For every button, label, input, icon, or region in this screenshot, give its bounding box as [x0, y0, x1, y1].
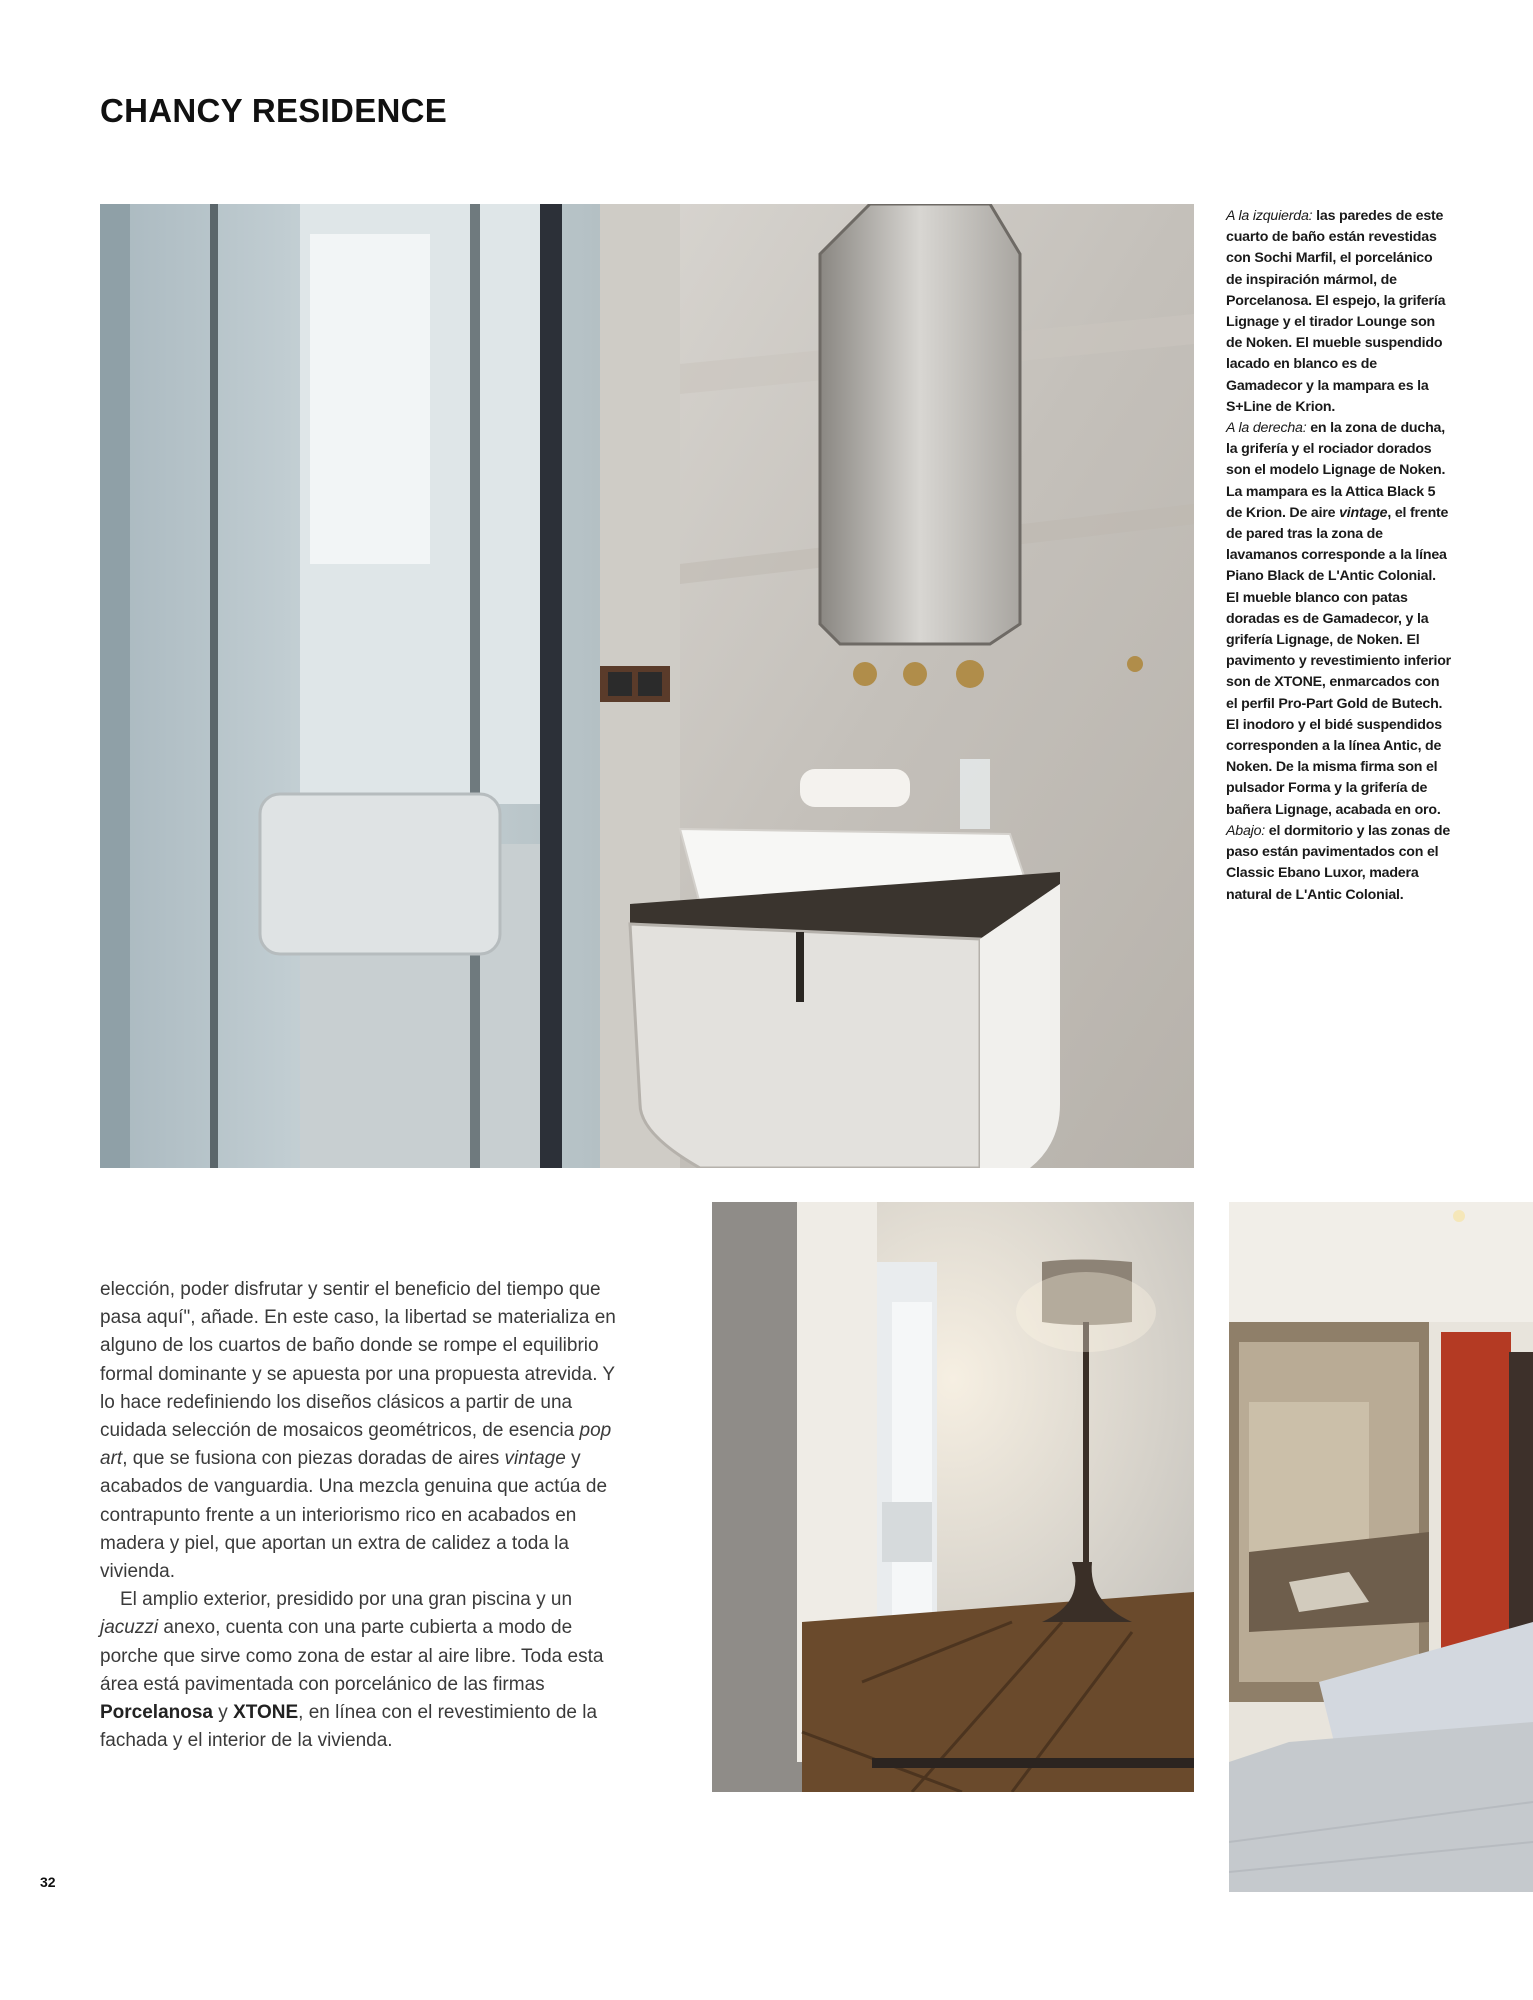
caption-text-below: el dormitorio y las zonas de paso están pavimentados con el Classic Ebano Luxor, madera natural de L'Antic Colonial. [1226, 822, 1451, 903]
caption-text-right-2: , el frente de pared tras la zona de lavamanos corresponde a la línea Piano Black de L'Antic Colonial. El mueble blanco con patas doradas es de Gamadecor, y la grifería Lignage, de Noken. El pavimento y revestimiento inferior son de XTONE, enmarcados con el perfil Pro-Part Gold de Butech. El inodoro y el bidé suspendidos corresponden a la línea Antic, de Noken. De la misma firma son el pulsador Forma y la grifería de bañera Lignage, acabada en oro. [1226, 504, 1451, 818]
body-p1-popart: pop art [100, 1420, 612, 1470]
caption-text-right-1: en la zona de ducha, la grifería y el rociador dorados son el modelo Lignage de Noken. La mampara es la Attica Black 5 de Krion. De aire [1226, 420, 1446, 521]
body-p2-jacuzzi: jacuzzi [100, 1617, 159, 1639]
bedroom-photo [1229, 1202, 1533, 1892]
body-paragraph-2 [100, 1586, 620, 1755]
article-body [100, 1276, 620, 1755]
bathroom-photo [100, 204, 1194, 1168]
caption-lead-below: Abajo: [1226, 822, 1266, 839]
body-p2-d: , en línea con el revestimiento de la fachada y el interior de la vivienda. [100, 1702, 598, 1752]
body-p2-a: El amplio exterior, presidido por una gran piscina y un [120, 1589, 573, 1611]
page-number: 32 [40, 1874, 56, 1890]
caption-text-left: las paredes de este cuarto de baño están revestidas con Sochi Marfil, el porcelánico de inspiración mármol, de Porcelanosa. El espejo, la grifería Lignage y el tirador Lounge son de Noken. El mueble suspendido lacado en blanco es de Gamadecor y la mampara es la S+Line de Krion. [1226, 208, 1446, 415]
page-title: CHANCY RESIDENCE [100, 92, 448, 129]
photo-caption [1226, 206, 1452, 906]
body-paragraph-1 [100, 1276, 620, 1586]
hallway-photo [712, 1202, 1194, 1792]
body-p1-b: , que se fusiona con piezas doradas de aires [122, 1448, 505, 1470]
caption-lead-right: A la derecha: [1226, 420, 1307, 437]
body-p2-b: anexo, cuenta con una parte cubierta a modo de porche que sirve como zona de estar al aire libre. Toda esta área está pavimentada con porcelánico de las firmas [100, 1617, 604, 1695]
body-p2-c: y [213, 1702, 234, 1724]
caption-lead-left: A la izquierda: [1226, 208, 1313, 224]
body-p2-brand-porcelanosa: Porcelanosa [100, 1702, 213, 1724]
caption-text-right-vintage: vintage [1339, 504, 1388, 521]
body-p1-vintage: vintage [504, 1448, 566, 1470]
body-p2-brand-xtone: XTONE [233, 1702, 299, 1724]
body-p1-a: elección, poder disfrutar y sentir el beneficio del tiempo que pasa aquí", añade. En este caso, la libertad se materializa en alguno de los cuartos de baño donde se rompe el equilibrio formal dominante y se apuesta por una propuesta atrevida. Y lo hace redefiniendo los diseños clásicos a partir de una cuidada selección de mosaicos geométricos, de esencia [100, 1279, 616, 1442]
body-p1-c: y acabados de vanguardia. Una mezcla genuina que actúa de contrapunto frente a un interiorismo rico en acabados en madera y piel, que aportan un extra de calidez a toda la vivienda. [100, 1448, 608, 1583]
